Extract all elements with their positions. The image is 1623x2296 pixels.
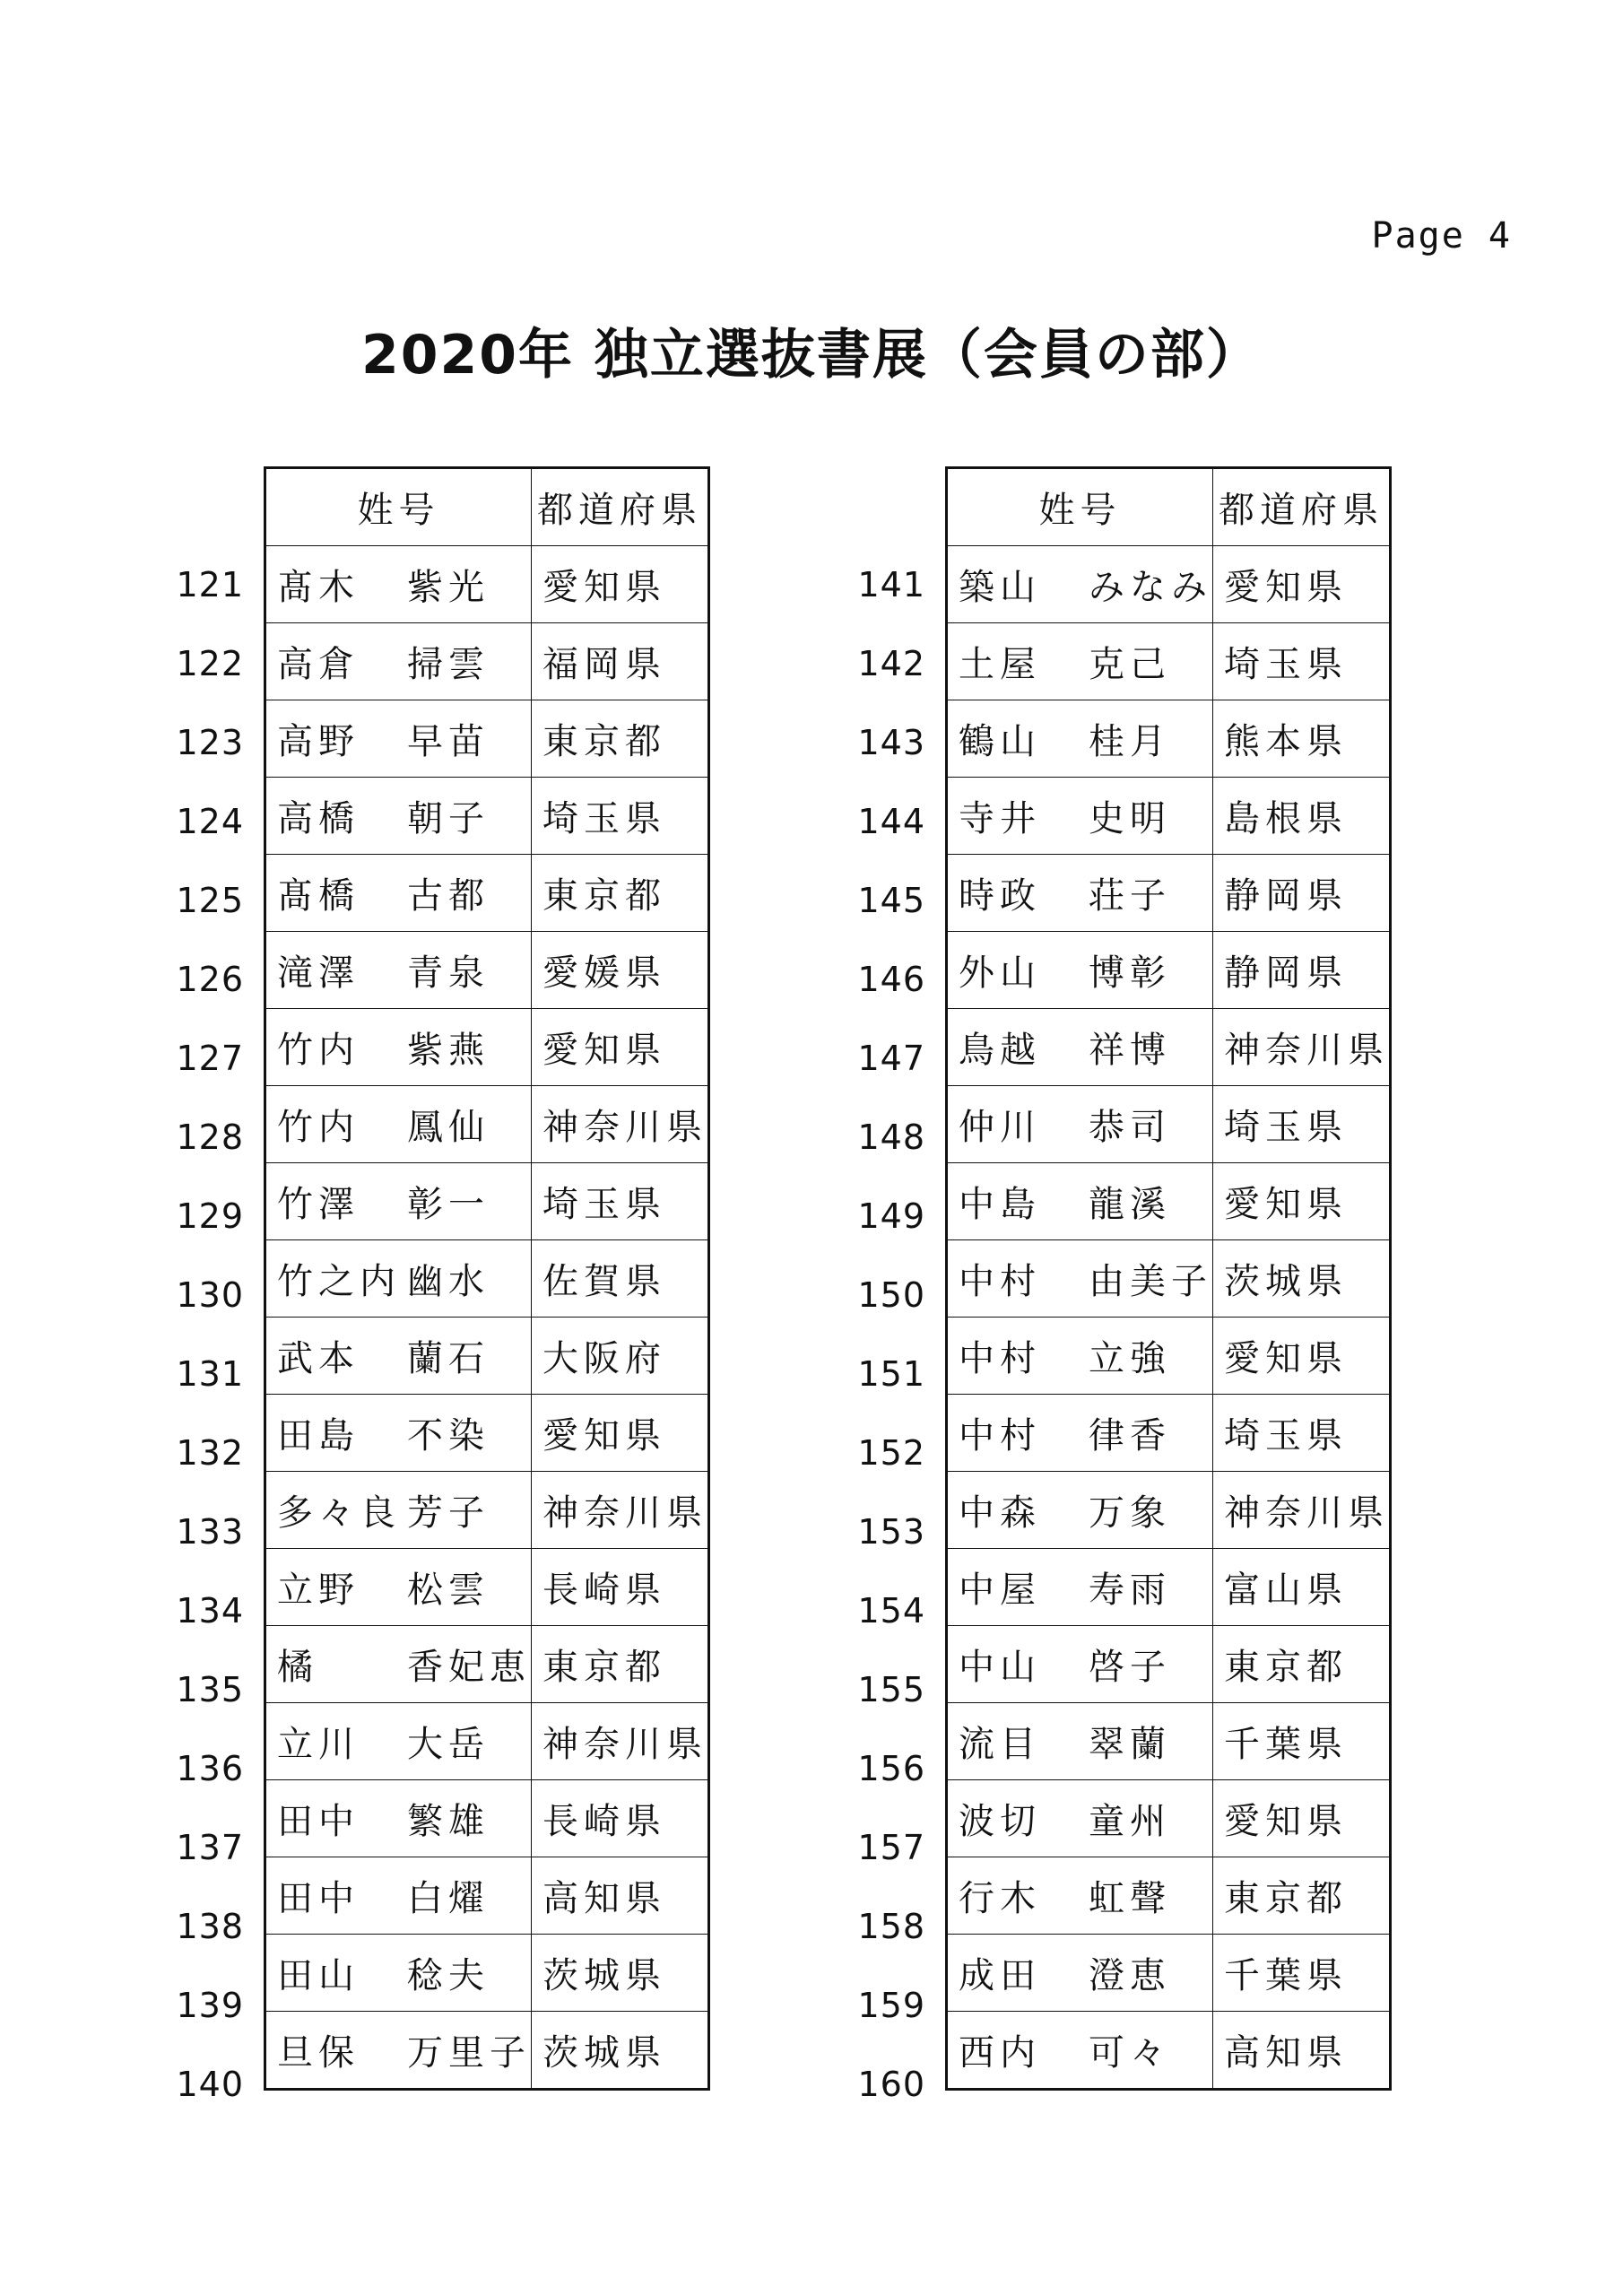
given-name: 祥博 (1089, 1030, 1171, 1071)
table-row (947, 1009, 1391, 1086)
row-number: 123 (176, 723, 244, 762)
surname: 多々良 (277, 1492, 401, 1534)
table-row (947, 855, 1391, 932)
row-numbers-left (143, 545, 244, 2124)
row-number: 124 (176, 802, 244, 841)
member-name-cell (265, 1240, 532, 1318)
row-number: 142 (857, 644, 925, 683)
row-number: 148 (857, 1118, 925, 1157)
given-name: 万象 (1089, 1492, 1171, 1534)
member-name-cell (947, 546, 1213, 623)
prefecture-cell: 高知県 (1213, 2012, 1391, 2090)
member-name-cell (947, 1240, 1213, 1318)
prefecture-cell: 愛知県 (1213, 1780, 1391, 1857)
prefecture-cell: 愛知県 (532, 1009, 709, 1086)
prefecture-cell: 愛知県 (1213, 1163, 1391, 1240)
surname: 中村 (959, 1338, 1041, 1379)
member-name-cell (947, 855, 1213, 932)
prefecture-cell: 東京都 (532, 855, 709, 932)
surname: 高倉 (277, 644, 360, 685)
given-name: 芳子 (407, 1492, 490, 1534)
row-number: 137 (176, 1828, 244, 1867)
prefecture-cell: 愛知県 (532, 546, 709, 623)
table-row (265, 778, 709, 855)
given-name: 繁雄 (407, 1801, 490, 1842)
member-name-cell (265, 1086, 532, 1163)
table-header-row (265, 468, 709, 546)
table-row (265, 1086, 709, 1163)
table-row (265, 700, 709, 778)
surname: 中島 (959, 1184, 1041, 1225)
row-number: 140 (176, 2065, 244, 2104)
roster-table-left (264, 466, 710, 2091)
surname: 鳥越 (959, 1030, 1041, 1071)
table-row (947, 932, 1391, 1009)
prefecture-cell: 愛知県 (1213, 1318, 1391, 1395)
given-name: 龍溪 (1089, 1184, 1171, 1225)
header-prefecture: 都道府県 (532, 468, 709, 546)
prefecture-cell: 神奈川県 (1213, 1472, 1391, 1549)
given-name: 鳳仙 (407, 1107, 490, 1148)
member-name-cell (947, 1395, 1213, 1472)
prefecture-cell: 埼玉県 (1213, 1086, 1391, 1163)
surname: 鶴山 (959, 721, 1041, 762)
given-name: 荘子 (1089, 875, 1171, 917)
row-number: 138 (176, 1907, 244, 1946)
surname: 土屋 (959, 644, 1041, 685)
prefecture-cell: 愛知県 (1213, 546, 1391, 623)
prefecture-cell: 富山県 (1213, 1549, 1391, 1626)
given-name: 青泉 (407, 952, 490, 994)
table-row (265, 1009, 709, 1086)
member-name-cell (265, 1472, 532, 1549)
row-number: 153 (857, 1512, 925, 1552)
surname: 外山 (959, 952, 1041, 994)
member-name-cell (265, 932, 532, 1009)
row-number: 141 (857, 565, 925, 604)
prefecture-cell: 大阪府 (532, 1318, 709, 1395)
prefecture-cell: 茨城県 (532, 2012, 709, 2090)
table-row (265, 623, 709, 700)
prefecture-cell: 埼玉県 (532, 1163, 709, 1240)
member-name-cell (265, 1009, 532, 1086)
given-name: 大岳 (407, 1724, 490, 1765)
table-row (265, 1549, 709, 1626)
given-name: 彰一 (407, 1184, 490, 1225)
member-name-cell (947, 2012, 1213, 2090)
given-name: 澄恵 (1089, 1955, 1171, 1996)
member-name-cell (265, 778, 532, 855)
member-name-cell (265, 1549, 532, 1626)
prefecture-cell: 熊本県 (1213, 700, 1391, 778)
surname: 高野 (277, 721, 360, 762)
given-name: 掃雲 (407, 644, 490, 685)
member-name-cell (265, 1703, 532, 1780)
surname: 時政 (959, 875, 1041, 917)
row-number: 144 (857, 802, 925, 841)
member-name-cell (265, 546, 532, 623)
prefecture-cell: 静岡県 (1213, 932, 1391, 1009)
given-name: 万里子 (407, 2032, 531, 2074)
row-number: 132 (176, 1433, 244, 1473)
surname: 田中 (277, 1878, 360, 1919)
surname: 中山 (959, 1647, 1041, 1688)
row-number: 133 (176, 1512, 244, 1552)
surname: 竹内 (277, 1107, 360, 1148)
table-row (947, 546, 1391, 623)
member-name-cell (947, 1626, 1213, 1703)
prefecture-cell: 神奈川県 (1213, 1009, 1391, 1086)
surname: 髙木 (277, 567, 360, 608)
table-row (265, 546, 709, 623)
prefecture-cell: 長崎県 (532, 1780, 709, 1857)
given-name: 早苗 (407, 721, 490, 762)
table-row (947, 1857, 1391, 1935)
row-number: 134 (176, 1591, 244, 1631)
table-row (265, 1857, 709, 1935)
row-number: 158 (857, 1907, 925, 1946)
prefecture-cell: 愛知県 (532, 1395, 709, 1472)
row-number: 128 (176, 1118, 244, 1157)
surname: 旦保 (277, 2032, 360, 2074)
table-header-row (947, 468, 1391, 546)
surname: 波切 (959, 1801, 1041, 1842)
table-row (947, 1086, 1391, 1163)
table-row (265, 1163, 709, 1240)
table-row (265, 1472, 709, 1549)
surname: 中屋 (959, 1570, 1041, 1611)
table-row (265, 1703, 709, 1780)
surname: 中村 (959, 1415, 1041, 1457)
prefecture-cell: 東京都 (1213, 1857, 1391, 1935)
surname: 武本 (277, 1338, 360, 1379)
table-row (265, 1626, 709, 1703)
table-row (265, 2012, 709, 2090)
given-name: 香妃恵 (407, 1647, 531, 1688)
given-name: 博彰 (1089, 952, 1171, 994)
given-name: 朝子 (407, 798, 490, 839)
prefecture-cell: 東京都 (1213, 1626, 1391, 1703)
surname: 高橋 (277, 798, 360, 839)
surname: 中森 (959, 1492, 1041, 1534)
surname: 成田 (959, 1955, 1041, 1996)
member-name-cell (265, 1318, 532, 1395)
member-name-cell (947, 932, 1213, 1009)
surname: 立野 (277, 1570, 360, 1611)
prefecture-cell: 千葉県 (1213, 1703, 1391, 1780)
row-number: 157 (857, 1828, 925, 1867)
row-number: 122 (176, 644, 244, 683)
row-number: 151 (857, 1354, 925, 1394)
surname: 西内 (959, 2032, 1041, 2074)
table-row (947, 700, 1391, 778)
surname: 流目 (959, 1724, 1041, 1765)
table-row (947, 1163, 1391, 1240)
prefecture-cell: 神奈川県 (532, 1472, 709, 1549)
surname: 仲川 (959, 1107, 1041, 1148)
member-name-cell (265, 855, 532, 932)
member-name-cell (265, 1780, 532, 1857)
table-row (947, 1549, 1391, 1626)
member-name-cell (947, 1472, 1213, 1549)
member-name-cell (947, 778, 1213, 855)
prefecture-cell: 高知県 (532, 1857, 709, 1935)
row-number: 130 (176, 1275, 244, 1315)
prefecture-cell: 佐賀県 (532, 1240, 709, 1318)
surname: 田中 (277, 1801, 360, 1842)
given-name: 克己 (1089, 644, 1171, 685)
prefecture-cell: 千葉県 (1213, 1935, 1391, 2012)
table-row (265, 1318, 709, 1395)
member-name-cell (947, 623, 1213, 700)
given-name: 桂月 (1089, 721, 1171, 762)
surname: 寺井 (959, 798, 1041, 839)
row-number: 160 (857, 2065, 925, 2104)
row-number: 149 (857, 1196, 925, 1236)
surname: 橘 (277, 1647, 318, 1688)
given-name: 可々 (1089, 2032, 1171, 2074)
member-name-cell (947, 1935, 1213, 2012)
prefecture-cell: 島根県 (1213, 778, 1391, 855)
surname: 築山 (959, 567, 1041, 608)
member-name-cell (947, 700, 1213, 778)
given-name: 虹聲 (1089, 1878, 1171, 1919)
given-name: 紫燕 (407, 1030, 490, 1071)
surname: 中村 (959, 1261, 1041, 1302)
row-number: 152 (857, 1433, 925, 1473)
member-name-cell (265, 1163, 532, 1240)
prefecture-cell: 福岡県 (532, 623, 709, 700)
row-number: 155 (857, 1670, 925, 1709)
surname: 田山 (277, 1955, 360, 1996)
given-name: 幽水 (407, 1261, 490, 1302)
row-number: 131 (176, 1354, 244, 1394)
table-row (265, 1780, 709, 1857)
given-name: 立強 (1089, 1338, 1171, 1379)
prefecture-cell: 神奈川県 (532, 1086, 709, 1163)
given-name: 不染 (407, 1415, 490, 1457)
table-row (947, 1472, 1391, 1549)
prefecture-cell: 茨城県 (1213, 1240, 1391, 1318)
prefecture-cell: 愛媛県 (532, 932, 709, 1009)
member-name-cell (265, 1626, 532, 1703)
row-number: 136 (176, 1749, 244, 1788)
row-number: 147 (857, 1039, 925, 1078)
member-name-cell (947, 1780, 1213, 1857)
surname: 行木 (959, 1878, 1041, 1919)
row-number: 146 (857, 960, 925, 999)
member-name-cell (265, 623, 532, 700)
row-number: 159 (857, 1986, 925, 2025)
given-name: 翠蘭 (1089, 1724, 1171, 1765)
table-row (947, 1703, 1391, 1780)
header-prefecture: 都道府県 (1213, 468, 1391, 546)
prefecture-cell: 東京都 (532, 700, 709, 778)
given-name: 古都 (407, 875, 490, 917)
table-row (265, 1240, 709, 1318)
row-number: 145 (857, 881, 925, 920)
row-number: 127 (176, 1039, 244, 1078)
prefecture-cell: 埼玉県 (1213, 1395, 1391, 1472)
row-number: 121 (176, 565, 244, 604)
table-row (947, 1240, 1391, 1318)
prefecture-cell: 長崎県 (532, 1549, 709, 1626)
table-row (947, 1780, 1391, 1857)
given-name: 由美子 (1089, 1261, 1212, 1302)
surname: 滝澤 (277, 952, 360, 994)
row-numbers-right (825, 545, 925, 2124)
row-number: 129 (176, 1196, 244, 1236)
given-name: 紫光 (407, 567, 490, 608)
given-name: 白燿 (407, 1878, 490, 1919)
given-name: 稔夫 (407, 1955, 490, 1996)
given-name: 恭司 (1089, 1107, 1171, 1148)
prefecture-cell: 神奈川県 (532, 1703, 709, 1780)
prefecture-cell: 東京都 (532, 1626, 709, 1703)
roster-table-right (945, 466, 1392, 2091)
member-name-cell (265, 700, 532, 778)
table-row (947, 778, 1391, 855)
member-name-cell (265, 1935, 532, 2012)
surname: 竹内 (277, 1030, 360, 1071)
member-name-cell (947, 1086, 1213, 1163)
member-name-cell (265, 2012, 532, 2090)
row-number: 126 (176, 960, 244, 999)
given-name: 松雲 (407, 1570, 490, 1611)
page-number: Page 4 (1371, 215, 1512, 257)
row-number: 139 (176, 1986, 244, 2025)
row-number: 154 (857, 1591, 925, 1631)
surname: 竹澤 (277, 1184, 360, 1225)
prefecture-cell: 埼玉県 (1213, 623, 1391, 700)
prefecture-cell: 埼玉県 (532, 778, 709, 855)
member-name-cell (947, 1703, 1213, 1780)
member-name-cell (947, 1857, 1213, 1935)
surname: 立川 (277, 1724, 360, 1765)
surname: 髙橋 (277, 875, 360, 917)
surname: 田島 (277, 1415, 360, 1457)
given-name: 蘭石 (407, 1338, 490, 1379)
prefecture-cell: 茨城県 (532, 1935, 709, 2012)
header-name: 姓号 (947, 468, 1213, 546)
given-name: 史明 (1089, 798, 1171, 839)
row-number: 143 (857, 723, 925, 762)
member-name-cell (947, 1009, 1213, 1086)
page-title: 2020年 独立選抜書展（会員の部） (361, 324, 1262, 387)
header-name: 姓号 (265, 468, 532, 546)
member-name-cell (947, 1549, 1213, 1626)
row-number: 156 (857, 1749, 925, 1788)
row-number: 150 (857, 1275, 925, 1315)
member-name-cell (265, 1857, 532, 1935)
member-name-cell (947, 1163, 1213, 1240)
member-name-cell (265, 1395, 532, 1472)
table-row (265, 1395, 709, 1472)
table-row (947, 623, 1391, 700)
table-row (947, 2012, 1391, 2090)
row-number: 135 (176, 1670, 244, 1709)
table-row (265, 932, 709, 1009)
prefecture-cell: 静岡県 (1213, 855, 1391, 932)
table-row (947, 1318, 1391, 1395)
table-row (265, 855, 709, 932)
row-number: 125 (176, 881, 244, 920)
surname: 竹之内 (277, 1261, 401, 1302)
given-name: 啓子 (1089, 1647, 1171, 1688)
table-row (947, 1626, 1391, 1703)
given-name: 寿雨 (1089, 1570, 1171, 1611)
given-name: みなみ (1089, 567, 1212, 608)
given-name: 律香 (1089, 1415, 1171, 1457)
table-row (947, 1395, 1391, 1472)
given-name: 童州 (1089, 1801, 1171, 1842)
table-row (265, 1935, 709, 2012)
member-name-cell (947, 1318, 1213, 1395)
table-row (947, 1935, 1391, 2012)
